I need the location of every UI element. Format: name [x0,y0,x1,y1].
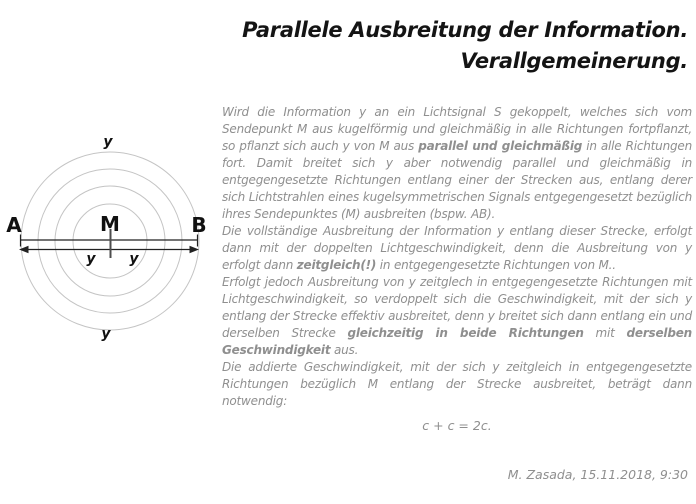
label-y-right: y [129,251,139,267]
body-paragraph [222,274,692,359]
label-point-b: B [191,213,207,237]
body-segment-bold: gleichzeitig in beide Richtungen [347,326,584,340]
label-y-bottom: y [101,326,111,342]
body-text [222,104,692,410]
body-segment: aus. [330,343,359,357]
label-y-left: y [86,251,96,267]
body-paragraph [222,104,692,223]
author-date-line: M. Zasada, 15.11.2018, 9:30 [507,467,688,482]
page-title-line-1: Parallele Ausbreitung der Information. [242,18,688,42]
body-segment: Die vollständige Ausbreitung der Information y entlang dieser Strecke, erfolgt dann mit der doppelten Lichtgeschwindigkeit, denn die Ausbreitung von y erfolgt dann [222,224,692,272]
label-midpoint-m: M [100,212,120,236]
body-segment: Wird die Information y an ein Lichtsignal S gekoppelt, welches sich vom Sendepunkt M aus kugelförmig und gleichmäßig in alle Richtungen fortpflanzt, so pflanzt sich auch y von M aus [222,105,692,153]
body-segment: Die addierte Geschwindigkeit, mit der sich y zeitgleich in entgegengesetzte Richtungen bezüglich M entlang der Strecke ausbreitet, beträgt dann notwendig: [222,360,692,408]
page-title-line-2: Verallgemeinerung. [460,49,688,73]
body-segment: Erfolgt jedoch Ausbreitung von y zeitglech in entgegengesetzte Richtungen mit Lichtgeschwindigkeit, so verdoppelt sich die Geschwindigkeit, mit der sich y entlang der Strecke effektiv ausbreitet, denn y breitet sich dann entlang ein und derselben Strecke [222,275,692,340]
body-paragraph [222,359,692,410]
body-segment-bold: zeitgleich(!) [296,258,377,272]
formula: c + c = 2c. [422,418,492,433]
wave-propagation-diagram [0,118,215,350]
body-segment: in alle Richtungen fort. Damit breitet sich y aber notwendig parallel und gleichmäßig in entgegengesetzte Richtungen entlang einer der Strecken aus, entlang derer sich Lichtstrahlen eines kugelsymmetrischen Signals entgegengesetzt bezüglich ihres Sendepunktes (M) ausbreiten (bspw. AB). [222,139,692,221]
body-segment-bold: derselben Geschwindigkeit [222,326,692,357]
arrowhead-right-icon [190,246,200,254]
label-y-top: y [103,134,113,150]
page-title [68,15,688,77]
body-paragraph [222,223,692,274]
body-segment: in entgegengesetzte Richtungen von M.. [376,258,616,272]
label-point-a: A [6,213,22,237]
body-segment: mit [583,326,627,340]
arrowhead-left-icon [19,246,29,254]
body-segment-bold: parallel und gleichmäßig [418,139,583,153]
